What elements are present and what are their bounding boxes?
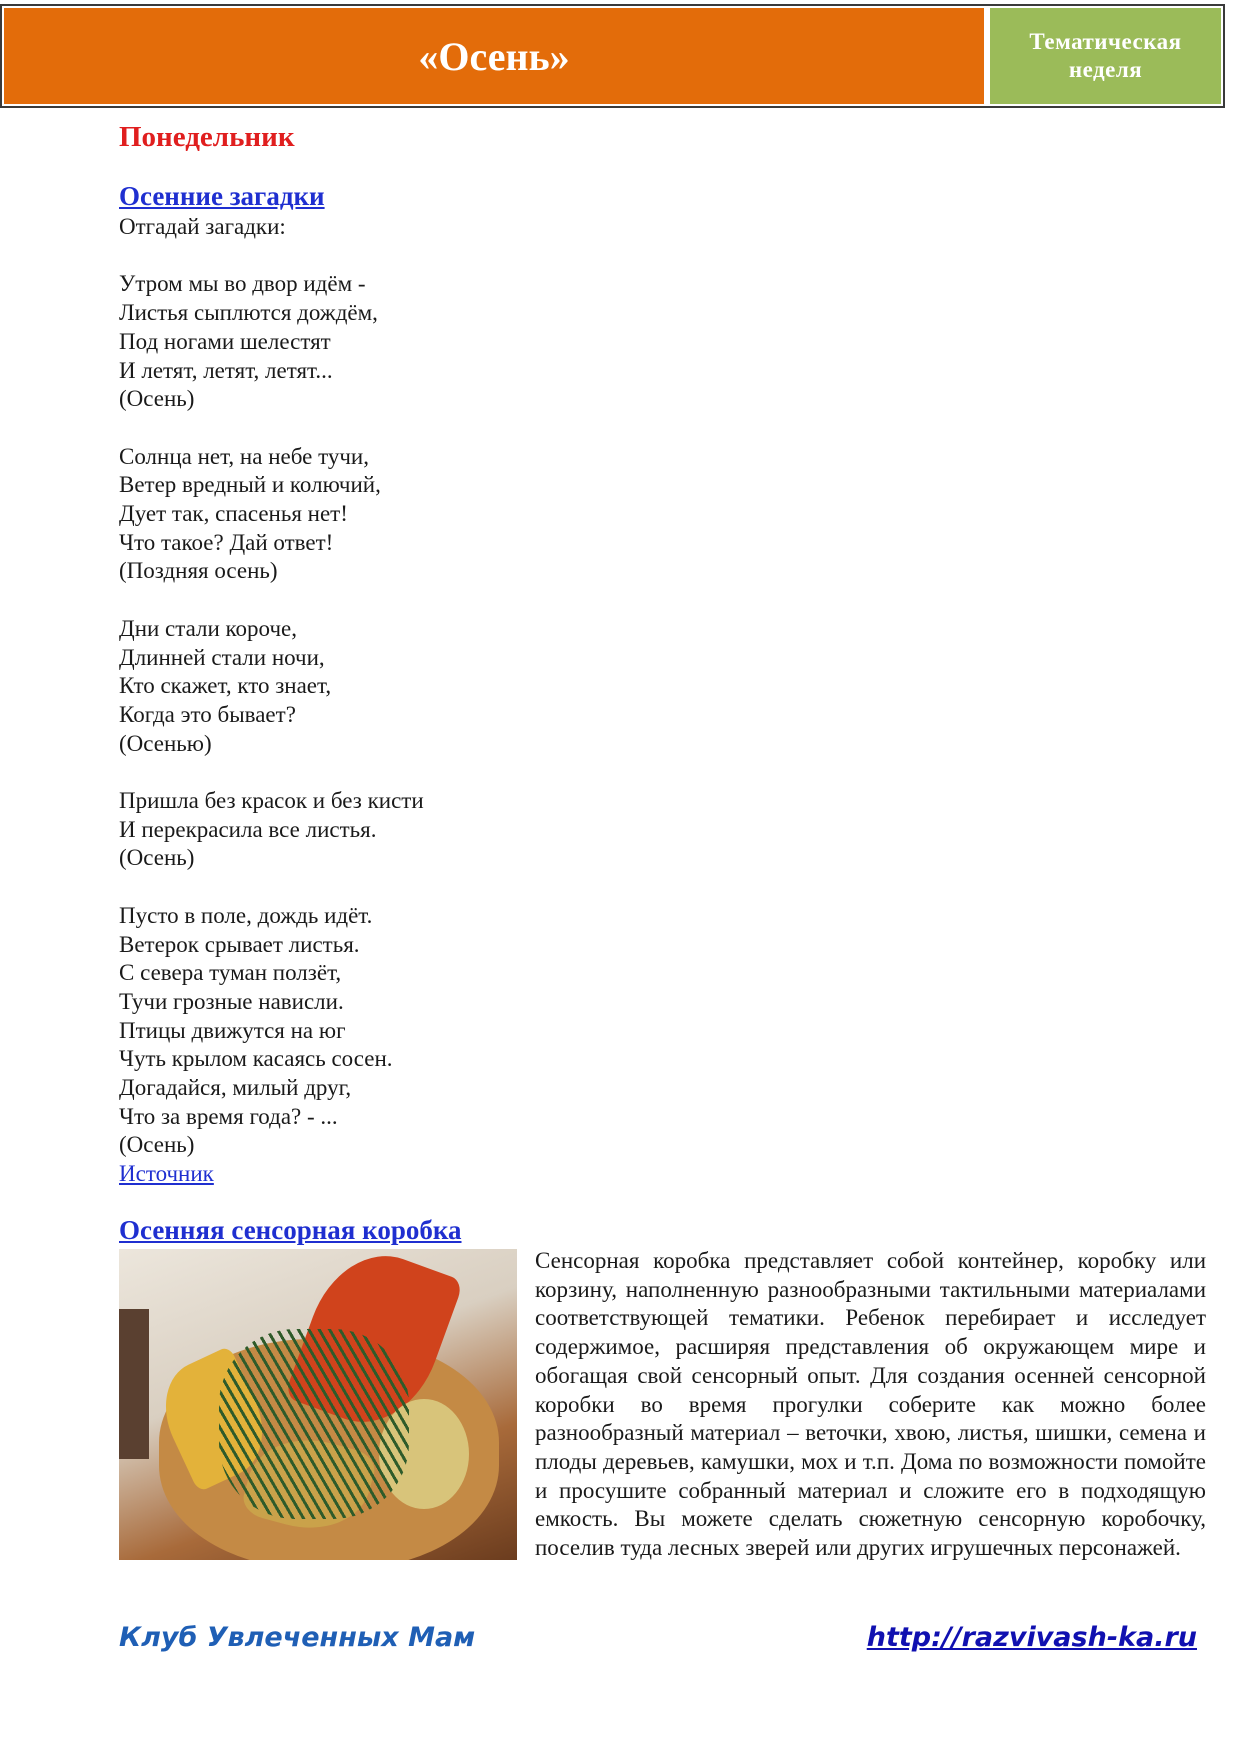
header-title-bar <box>4 8 984 104</box>
riddle-line: (Осенью) <box>119 730 212 756</box>
riddle-line: Дует так, спасенья нет! <box>119 501 348 526</box>
riddle-line: Длинней стали ночи, <box>119 644 325 670</box>
riddle-line: (Осень) <box>119 386 195 412</box>
autumn-sensory-box-photo <box>119 1249 517 1560</box>
page-title: «Осень» <box>418 33 570 79</box>
riddle-line: Пришла без красок и без кисти <box>119 788 424 813</box>
riddle-line: Тучи грозные нависли. <box>119 988 344 1014</box>
header-side-label: Тематическая неделя <box>1029 29 1182 82</box>
riddles-section-title[interactable]: Осенние загадки <box>119 181 325 211</box>
riddle-line: Что такое? Дай ответ! <box>119 529 334 555</box>
riddle-line: (Поздняя осень) <box>119 558 278 584</box>
riddle-block <box>119 787 1206 873</box>
riddle-line: (Осень) <box>119 845 195 871</box>
riddle-line: Ветерок срывает листья. <box>119 931 360 957</box>
riddle-line: Птицы движутся на юг <box>119 1017 346 1043</box>
riddle-line: И летят, летят, летят... <box>119 357 333 383</box>
riddles-content <box>119 115 1206 1189</box>
day-title: Понедельник <box>119 121 295 153</box>
riddle-line: (Осень) <box>119 1132 195 1158</box>
riddle-line: И перекрасила все листья. <box>119 816 377 842</box>
riddle-block <box>119 443 1206 587</box>
sensory-section-title[interactable]: Осенняя сенсорная коробка <box>119 1215 462 1245</box>
riddle-line: Листья сыплются дождём, <box>119 300 378 326</box>
riddle-line: Что за время года? - ... <box>119 1103 338 1129</box>
footer-site-link[interactable]: http://razvivash-ka.ru <box>866 1622 1197 1653</box>
riddle-block <box>119 902 1206 1160</box>
riddle-line: Кто скажет, кто знает, <box>119 673 332 699</box>
riddle-line: Дни стали короче, <box>119 615 297 641</box>
riddles-intro: Отгадай загадки: <box>119 214 286 239</box>
riddle-block <box>119 615 1206 759</box>
source-link[interactable]: Источник <box>119 1161 214 1187</box>
riddle-line: Под ногами шелестят <box>119 328 331 354</box>
sensory-paragraph: Сенсорная коробка представляет собой контейнер, коробку или корзину, наполненную разнообразными тактильными материалами соответствующей тематики. Ребенок перебирает и исследует содержимое, расширяя представления об окружающем мире и обогащая свой сенсорный опыт. Для создания осенней сенсорной коробки во время прогулки соберите как можно более разнообразный материал – веточки, хвою, листья, шишки, семена и плоды деревьев, камушки, мох и т.п. Дома по возможности помойте и просушите собранный материал и сложите его в подходящую емкость. Вы можете сделать сюжетную сенсорную коробочку, поселив туда лесных зверей или других игрушечных персонажей. <box>535 1248 1206 1561</box>
riddle-line: Догадайся, милый друг, <box>119 1075 352 1101</box>
riddles-list <box>119 270 1206 1160</box>
riddle-line: Когда это бывает? <box>119 701 296 727</box>
riddle-line: Ветер вредный и колючий, <box>119 472 381 498</box>
footer-club-name: Клуб Увлеченных Мам <box>119 1622 476 1653</box>
header-side-label-box <box>990 8 1221 104</box>
sensory-body <box>119 1247 1206 1563</box>
riddle-line: Утром мы во двор идём - <box>119 271 366 297</box>
riddle-line: С севера туман ползёт, <box>119 960 342 986</box>
page-header <box>0 4 1225 108</box>
riddle-line: Пусто в поле, дождь идёт. <box>119 902 373 928</box>
riddle-line: Солнца нет, на небе тучи, <box>119 443 369 469</box>
riddle-line: Чуть крылом касаясь сосен. <box>119 1046 393 1072</box>
sensory-section <box>119 1213 1206 1563</box>
riddle-block <box>119 270 1206 414</box>
